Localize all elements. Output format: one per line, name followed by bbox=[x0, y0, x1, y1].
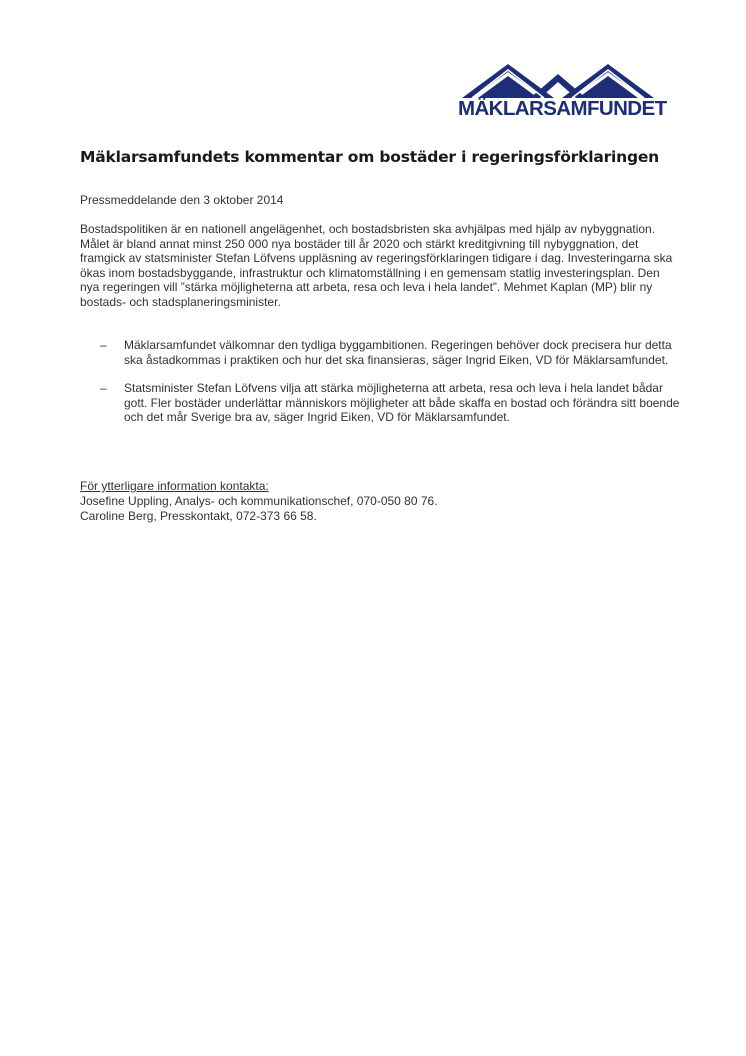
dash-marker: – bbox=[100, 338, 107, 352]
contact-line: Josefine Uppling, Analys- och kommunikationschef, 070-050 80 76. bbox=[80, 494, 438, 508]
intro-paragraph: Bostadspolitiken är en nationell angelägenhet, och bostadsbristen ska avhjälpas med hjälp av nybyggnation. Målet är bland annat minst 250 000 nya bostäder till år 2020 och stärkt kreditgivning till nybyggnation, det framgick av statsminister Stefan Löfvens uppläsning av regeringsförklaringen tidigare i dag. Investeringarna ska ökas inom bostadsbyggande, infrastruktur och klimatomställning i en gemensam statlig investeringsplan. Den nya regeringen vill ”stärka möjligheterna att arbeta, resa och leva i hela landet”. Mehmet Kaplan (MP) blir ny bostads- och stadsplaneringsminister. bbox=[80, 222, 673, 309]
quote-list bbox=[80, 338, 680, 439]
logo-wordmark: MÄKLARSAMFUNDET bbox=[458, 97, 667, 120]
dash-marker: – bbox=[100, 381, 107, 395]
quote-text: Statsminister Stefan Löfvens vilja att stärka möjligheterna att arbeta, resa och leva i hela landet bådar gott. Fler bostäder underlättar människors möjligheter att både skaffa en bostad och förändra sitt boende och det mår Sverige bra av, säger Ingrid Eiken, VD för Mäklarsamfundet. bbox=[124, 381, 680, 424]
contact-heading: För ytterligare information kontakta: bbox=[80, 479, 269, 493]
page-title: Mäklarsamfundets kommentar om bostäder i regeringsförklaringen bbox=[80, 148, 660, 166]
brand-logo bbox=[458, 60, 667, 122]
quote-text: Mäklarsamfundet välkomnar den tydliga byggambitionen. Regeringen behöver dock precisera hur detta ska åstadkommas i praktiken och hur det ska finansieras, säger Ingrid Eiken, VD för Mäklarsamfundet. bbox=[124, 338, 672, 367]
quote-item bbox=[80, 338, 680, 367]
quote-item bbox=[80, 381, 680, 425]
contact-section bbox=[80, 479, 438, 524]
press-release-date: Pressmeddelande den 3 oktober 2014 bbox=[80, 193, 284, 207]
roof-logo-icon bbox=[458, 60, 658, 100]
contact-line: Caroline Berg, Presskontakt, 072-373 66 58. bbox=[80, 509, 317, 523]
